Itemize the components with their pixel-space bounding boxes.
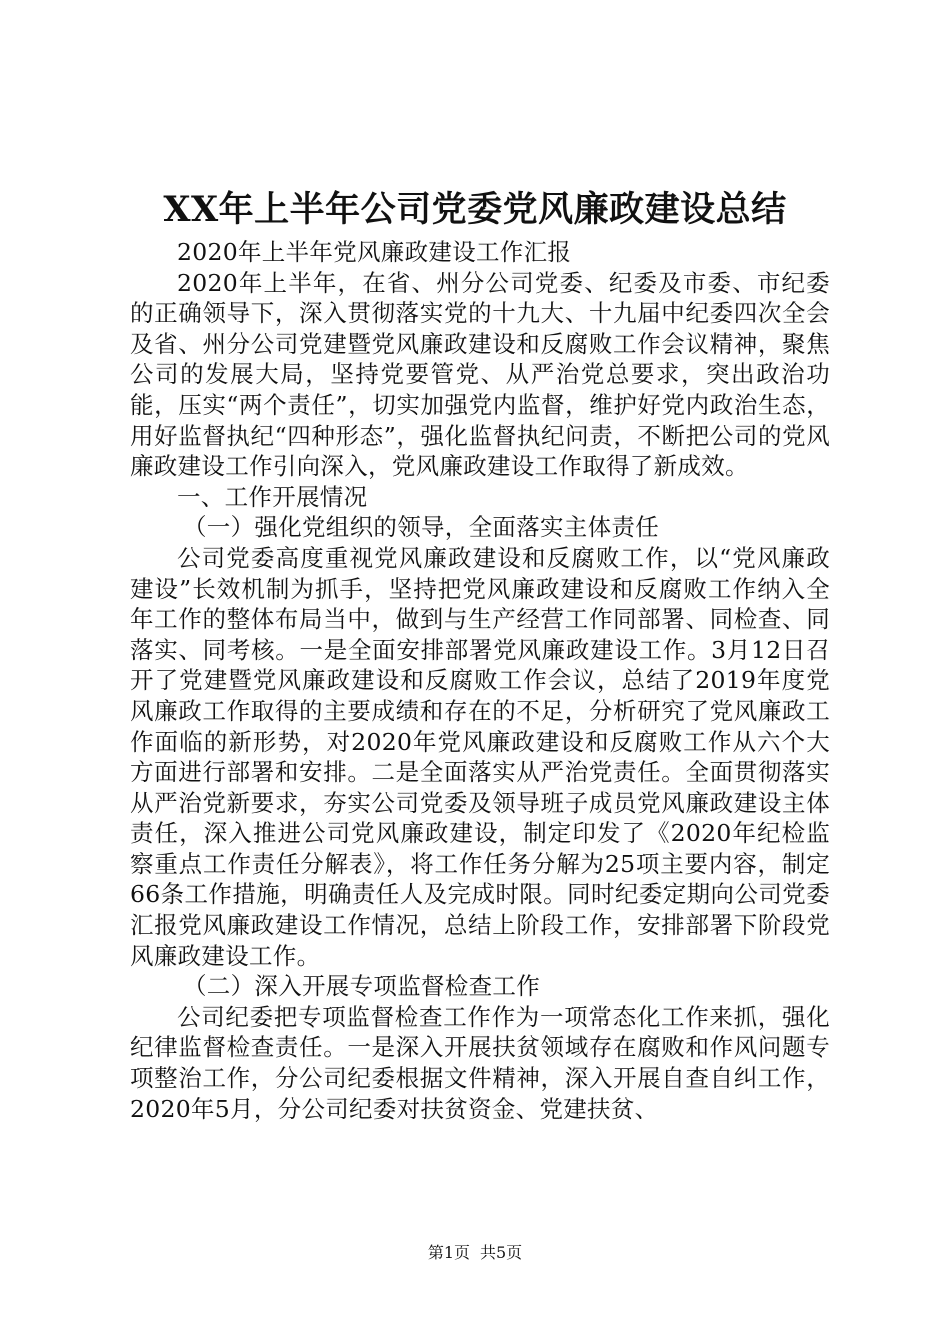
page-number: 第1页 <box>427 1243 470 1262</box>
body-paragraph-1: 公司党委高度重视党风廉政建设和反腐败工作，以“党风廉政建设”长效机制为抓手，坚持把党风廉政建设和反腐败工作纳入全年工作的整体布局当中，做到与生产经营工作同部署、同检查、同落实、同考核。一是全面安排部署党风廉政建设工作。3月12日召开了党建暨党风廉政建设和反腐败工作会议，总结了2019年度党风廉政工作取得的主要成绩和存在的不足，分析研究了党风廉政工作面临的新形势，对2020年党风廉政建设和反腐败工作从六个大方面进行部署和安排。二是全面落实从严治党责任。全面贯彻落实从严治党新要求，夯实公司党委及领导班子成员党风廉政建设主体责任，深入推进公司党风廉政建设，制定印发了《2020年纪检监察重点工作责任分解表》，将工作任务分解为25项主要内容，制定66条工作措施，明确责任人及完成时限。同时纪委定期向公司党委汇报党风廉政建设工作情况，总结上阶段工作，安排部署下阶段党风廉政建设工作。 <box>130 543 830 970</box>
page-total: 共5页 <box>480 1243 523 1262</box>
document-title: XX年上半年公司党委党风廉政建设总结 <box>163 189 787 230</box>
subsection-heading-2: （二）深入开展专项监督检查工作 <box>183 972 540 1001</box>
body-paragraph-2: 公司纪委把专项监督检查工作作为一项常态化工作来抓，强化纪律监督检查责任。一是深入开展扶贫领域存在腐败和作风问题专项整治工作，分公司纪委根据文件精神，深入开展自查自纠工作，2020年5月，分公司纪委对扶贫资金、党建扶贫、 <box>130 1002 830 1123</box>
document-body <box>130 237 830 1124</box>
section-heading: 一、工作开展情况 <box>177 482 368 511</box>
page-footer <box>0 1242 950 1264</box>
intro-paragraph: 2020年上半年，在省、州分公司党委、纪委及市委、市纪委的正确领导下，深入贯彻落实党的十九大、十九届中纪委四次全会及省、州分公司党建暨党风廉政建设和反腐败工作会议精神，聚焦公司的发展大局，坚持党要管党、从严治党总要求，突出政治功能，压实“两个责任”，切实加强党内监督，维护好党内政治生态，用好监督执纪“四种形态”，强化监督执纪问责，不断把公司的党风廉政建设工作引向深入，党风廉政建设工作取得了新成效。 <box>130 268 830 481</box>
subsection-heading-1: （一）强化党组织的领导，全面落实主体责任 <box>183 513 659 542</box>
report-subtitle: 2020年上半年党风廉政建设工作汇报 <box>177 238 572 266</box>
